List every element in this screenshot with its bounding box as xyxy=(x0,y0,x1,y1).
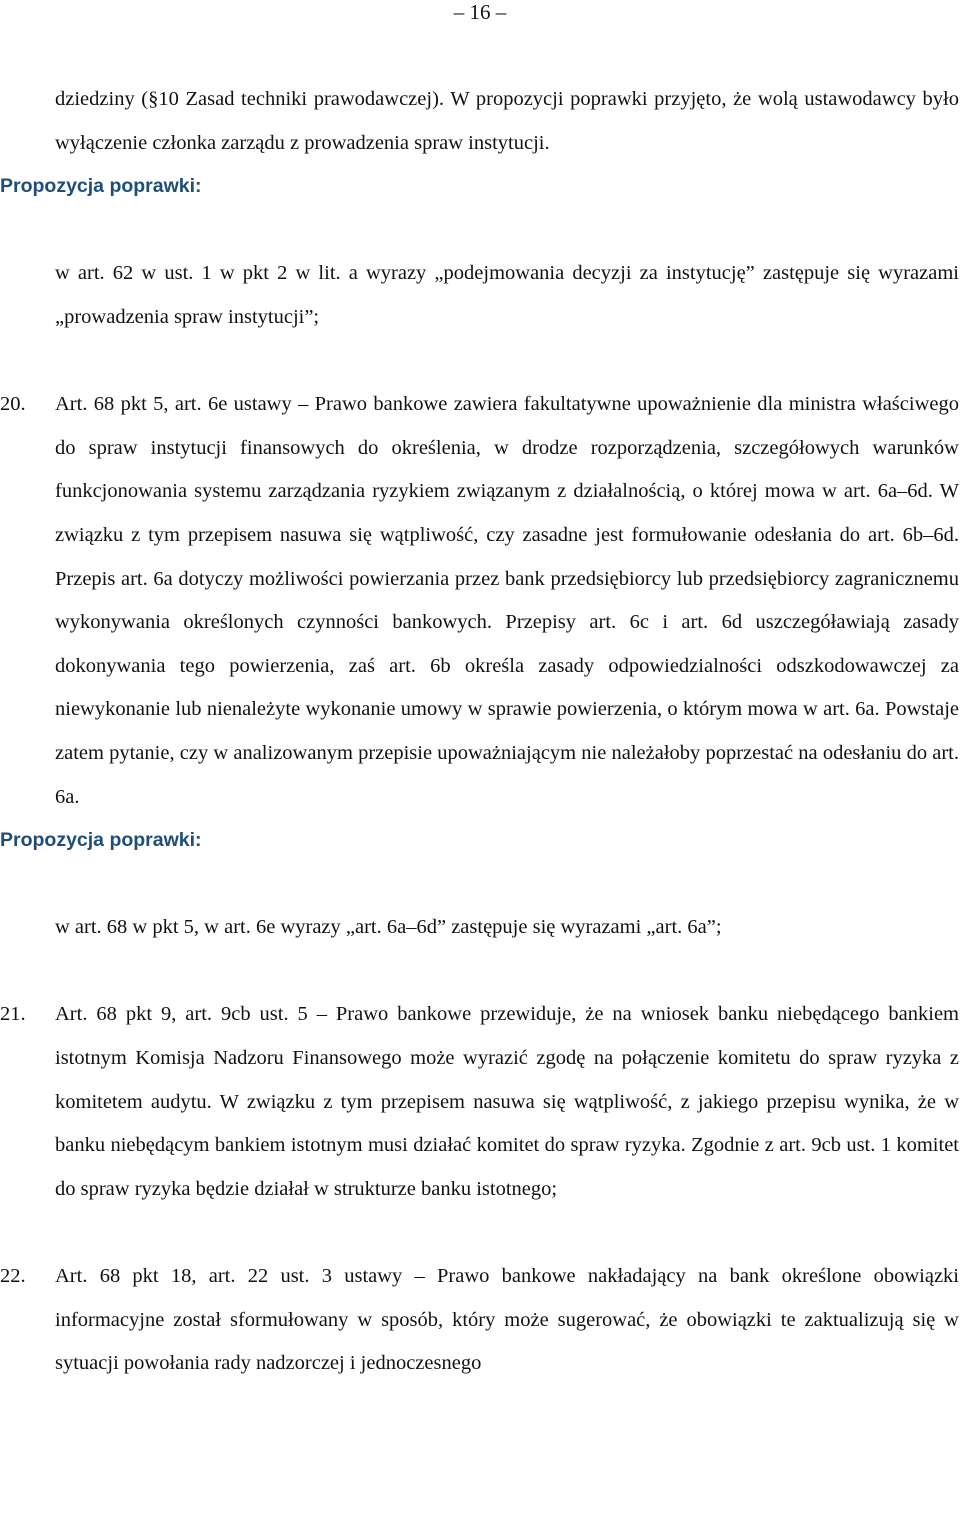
paragraph-intro: dziedziny (§10 Zasad techniki prawodawczej). W propozycji poprawki przyjęto, że wolą ustawodawcy było wyłączenie członka zarządu z prowadzenia spraw instytucji. xyxy=(55,88,959,154)
item-22-number: 22. xyxy=(0,1265,26,1288)
item-21 xyxy=(0,993,959,1211)
amendment-text-1: w art. 62 w ust. 1 w pkt 2 w lit. a wyrazy „podejmowania decyzji za instytucję” zastępuje się wyrazami „prowadzenia spraw instytucji”; xyxy=(55,262,959,328)
item-21-text: Art. 68 pkt 9, art. 9cb ust. 5 – Prawo bankowe przewiduje, że na wniosek banku niebędącego bankiem istotnym Komisja Nadzoru Finansowego może wyrazić zgodę na połączenie komitetu do spraw ryzyka z komitetem audytu. W związku z tym przepisem nasuwa się wątpliwość, z jakiego przepisu wynika, że w banku niebędącym bankiem istotnym musi działać komitet do spraw ryzyka. Zgodnie z art. 9cb ust. 1 komitet do spraw ryzyka będzie działał w strukturze banku istotnego; xyxy=(55,1003,959,1200)
item-21-number: 21. xyxy=(0,1003,26,1026)
item-22 xyxy=(0,1255,959,1386)
item-20 xyxy=(0,383,959,819)
item-20-number: 20. xyxy=(0,393,26,416)
amendment-text-2: w art. 68 w pkt 5, w art. 6e wyrazy „art. 6a–6d” zastępuje się wyrazami „art. 6a”; xyxy=(55,916,722,939)
item-20-text: Art. 68 pkt 5, art. 6e ustawy – Prawo bankowe zawiera fakultatywne upoważnienie dla ministra właściwego do spraw instytucji finansowych do określenia, w drodze rozporządzenia, szczegółowych warunków funkcjonowania systemu zarządzania ryzykiem związanym z działalnością, o której mowa w art. 6a–6d. W związku z tym przepisem nasuwa się wątpliwość, czy zasadne jest formułowanie odesłania do art. 6b–6d. Przepis art. 6a dotyczy możliwości powierzania przez bank przedsiębiorcy lub przedsiębiorcy zagranicznemu wykonywania określonych czynności bankowych. Przepisy art. 6c i art. 6d uszczegóławiają zasady dokonywania tego powierzenia, zaś art. 6b określa zasady odpowiedzialności odszkodowawczej za niewykonanie lub nienależyte wykonanie umowy w sprawie powierzenia, o którym mowa w art. 6a. Powstaje zatem pytanie, czy w analizowanym przepisie upoważniającym nie należałoby poprzestać na odesłaniu do art. 6a. xyxy=(55,393,959,808)
page-number: – 16 – xyxy=(453,0,507,24)
amendment-heading-1: Propozycja poprawki: xyxy=(0,175,202,198)
amendment-heading-2: Propozycja poprawki: xyxy=(0,829,202,852)
item-22-text: Art. 68 pkt 18, art. 22 ust. 3 ustawy – Prawo bankowe nakładający na bank określone obowiązki informacyjne został sformułowany w sposób, który może sugerować, że obowiązki te zaktualizują się w sytuacji powołania rady nadzorczej i jednoczesnego xyxy=(55,1265,959,1375)
document-body xyxy=(0,78,959,1386)
